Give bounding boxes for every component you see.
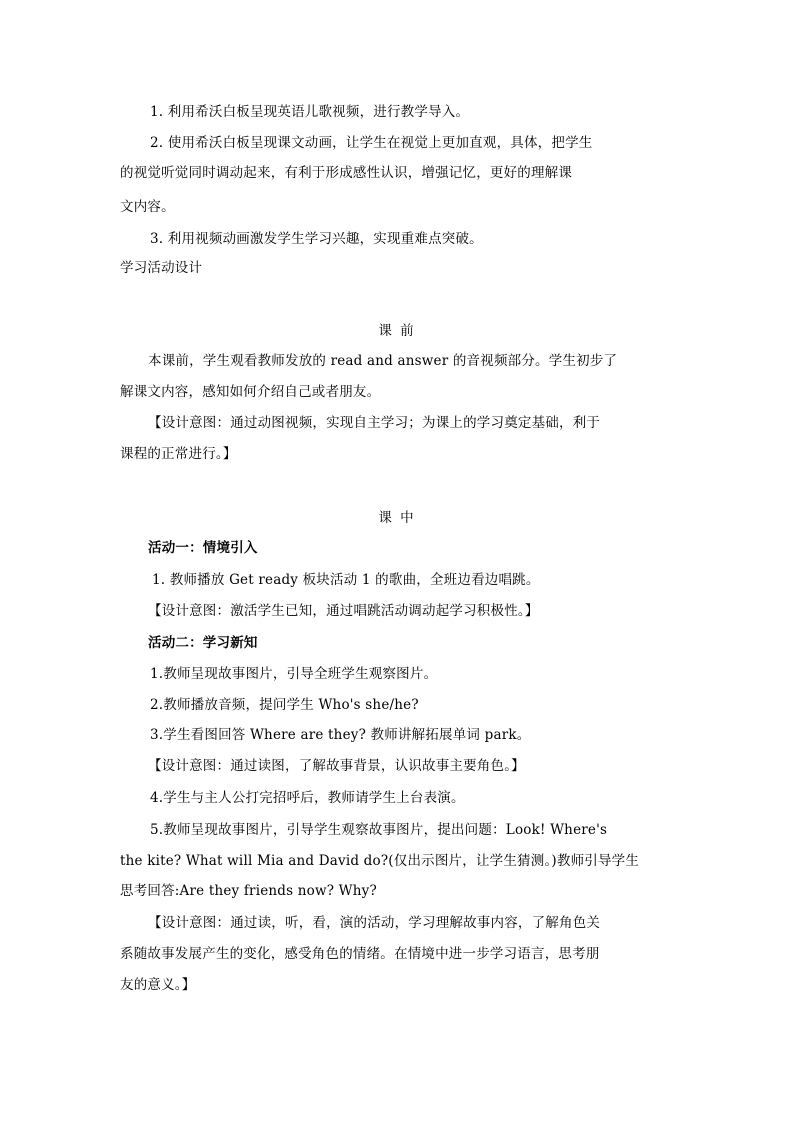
activity-2-title: 活动二：学习新知 xyxy=(148,635,258,651)
tech-item-3: 3. 利用视频动画激发学生学习兴趣，实现重难点突破。 xyxy=(150,231,483,247)
activity-2-item-5-line-2: the kite? What will Mia and David do?(仅出示图片，让学生猜测。)教师引导学生 xyxy=(120,853,640,869)
before-class-intent-line-1: 【设计意图：通过动图视频，实现自主学习；为课上的学习奠定基础，利于 xyxy=(148,415,601,431)
activity-2-intent-2-line-3: 友的意义。】 xyxy=(120,977,196,993)
tech-item-1: 1. 利用希沃白板呈现英语儿歌视频，进行教学导入。 xyxy=(150,104,470,120)
activity-2-item-2: 2.教师播放音频，提问学生 Who's she/he? xyxy=(150,697,419,713)
activity-1-item-1: 1. 教师播放 Get ready 板块活动 1 的歌曲，全班边看边唱跳。 xyxy=(152,572,540,588)
activity-2-intent-2-line-2: 系随故事发展产生的变化，感受角色的情绪。在情境中进一步学习语言，思考朋 xyxy=(120,946,600,962)
activity-2-item-5-line-1: 5.教师呈现故事图片，引导学生观察故事图片，提出问题：Look! Where's xyxy=(150,822,608,838)
section-heading: 学习活动设计 xyxy=(120,260,203,276)
activity-1-intent: 【设计意图：激活学生已知，通过唱跳活动调动起学习积极性。】 xyxy=(148,603,539,619)
activity-2-item-4: 4.学生与主人公打完招呼后，教师请学生上台表演。 xyxy=(150,790,465,806)
activity-1-title: 活动一：情境引入 xyxy=(148,540,258,556)
activity-2-intent-2-line-1: 【设计意图：通过读，听，看，演的活动，学习理解故事内容，了解角色关 xyxy=(148,915,601,931)
activity-2-item-5-line-3: 思考回答:Are they friends now? Why? xyxy=(120,883,377,899)
tech-item-2-line-1: 2. 使用希沃白板呈现课文动画，让学生在视觉上更加直观，具体，把学生 xyxy=(150,135,593,151)
before-class-para-line-1: 本课前，学生观看教师发放的 read and answer 的音视频部分。学生初步了 xyxy=(148,353,618,369)
activity-2-intent-1: 【设计意图：通过读图，了解故事背景，认识故事主要角色。】 xyxy=(148,758,525,774)
before-class-para-line-2: 解课文内容，感知如何介绍自己或者朋友。 xyxy=(120,384,381,400)
tech-item-2-line-3: 文内容。 xyxy=(120,199,175,215)
activity-2-item-1: 1.教师呈现故事图片，引导全班学生观察图片。 xyxy=(150,666,438,682)
before-class-title: 课 前 xyxy=(378,323,416,339)
tech-item-2-line-2: 的视觉听觉同时调动起来，有利于形成感性认识，增强记忆，更好的理解课 xyxy=(120,165,573,181)
in-class-title: 课 中 xyxy=(378,510,416,526)
activity-2-item-3: 3.学生看图回答 Where are they? 教师讲解拓展单词 park。 xyxy=(150,727,531,743)
before-class-intent-line-2: 课程的正常进行。】 xyxy=(120,446,237,462)
